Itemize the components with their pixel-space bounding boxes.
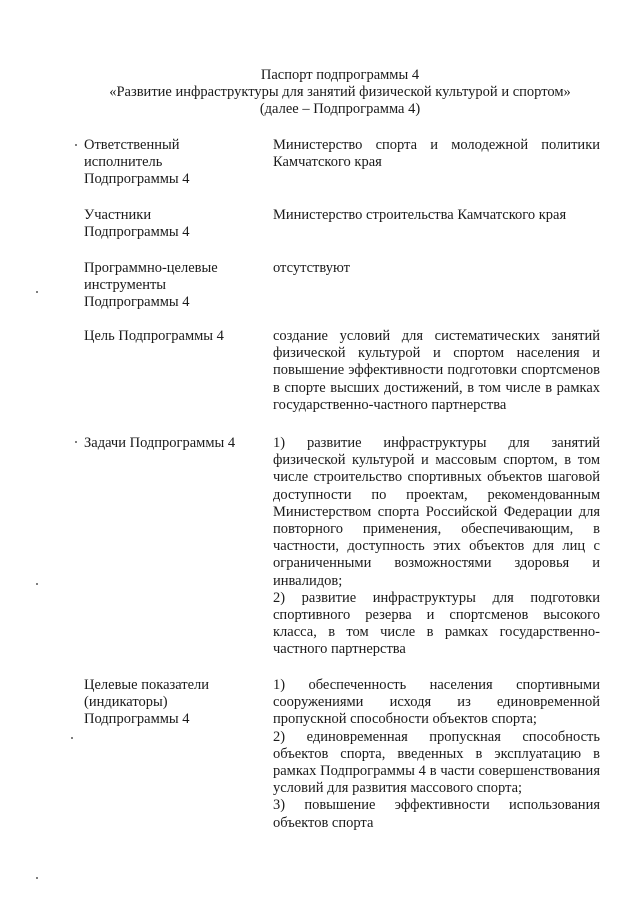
header-title: Паспорт подпрограммы 4 <box>260 67 420 83</box>
row-label: Задачи Подпрограммы 4 <box>84 435 236 451</box>
row-value <box>273 435 600 659</box>
value-paragraph: создание условий для систематических занятий физической культурой и спортом населения и повышение эффективности подготовки спортсменов в спорте высших достижений, в том числе в рамках государственно-частного партнерства <box>273 328 600 413</box>
value-paragraph: Министерство спорта и молодежной политики Камчатского края <box>273 137 600 171</box>
value-paragraph: Министерство строительства Камчатского края <box>273 207 567 223</box>
value-paragraph: 2) развитие инфраструктуры для подготовки спортивного резерва и спортсменов высокого класса, в том числе в рамках государственно-частного партнерства <box>273 589 600 658</box>
row-label: Программно-целевые инструменты Подпрограммы 4 <box>84 260 218 311</box>
row-value <box>273 328 600 414</box>
row-value <box>273 677 600 832</box>
row-value <box>273 137 600 171</box>
scan-speck <box>71 737 73 739</box>
value-paragraph: 2) единовременная пропускная способность объектов спорта, введенных в эксплуатацию в рамках Подпрограммы 4 в части совершенствования условий для развития массового спорта; <box>273 728 600 797</box>
scan-speck <box>75 441 77 443</box>
row-label: Целевые показатели (индикаторы) Подпрограммы 4 <box>84 677 210 728</box>
row-value <box>273 260 600 277</box>
value-paragraph: 1) развитие инфраструктуры для занятий физической культурой и массовым спортом, в том числе строительство спортивных объектов шаговой доступности по проектам, рекомендованным Министерством спорта Российской Федерации для повторного применения, обеспечивающим, в частности, доступность этих объектов для лиц с ограниченными возможностями здоровья и инвалидов; <box>273 435 600 589</box>
scan-speck <box>36 583 38 585</box>
row-label: Ответственный исполнитель Подпрограммы 4 <box>84 137 190 188</box>
scan-speck <box>36 291 38 293</box>
row-value <box>273 207 600 224</box>
scan-speck <box>75 144 77 146</box>
scan-speck <box>36 877 38 879</box>
value-paragraph: отсутствуют <box>273 260 350 276</box>
row-label: Участники Подпрограммы 4 <box>84 207 190 241</box>
value-paragraph: 3) повышение эффективности использования объектов спорта <box>273 797 600 831</box>
header-note: (далее – Подпрограмма 4) <box>259 101 421 118</box>
passport-header <box>60 67 620 119</box>
value-paragraph: 1) обеспеченность населения спортивными сооружениями исходя из единовременной пропускной способности объектов спорта; <box>273 677 600 728</box>
row-label: Цель Подпрограммы 4 <box>84 328 224 344</box>
header-subprogram-name: «Развитие инфраструктуры для занятий физической культурой и спортом» <box>109 84 571 101</box>
